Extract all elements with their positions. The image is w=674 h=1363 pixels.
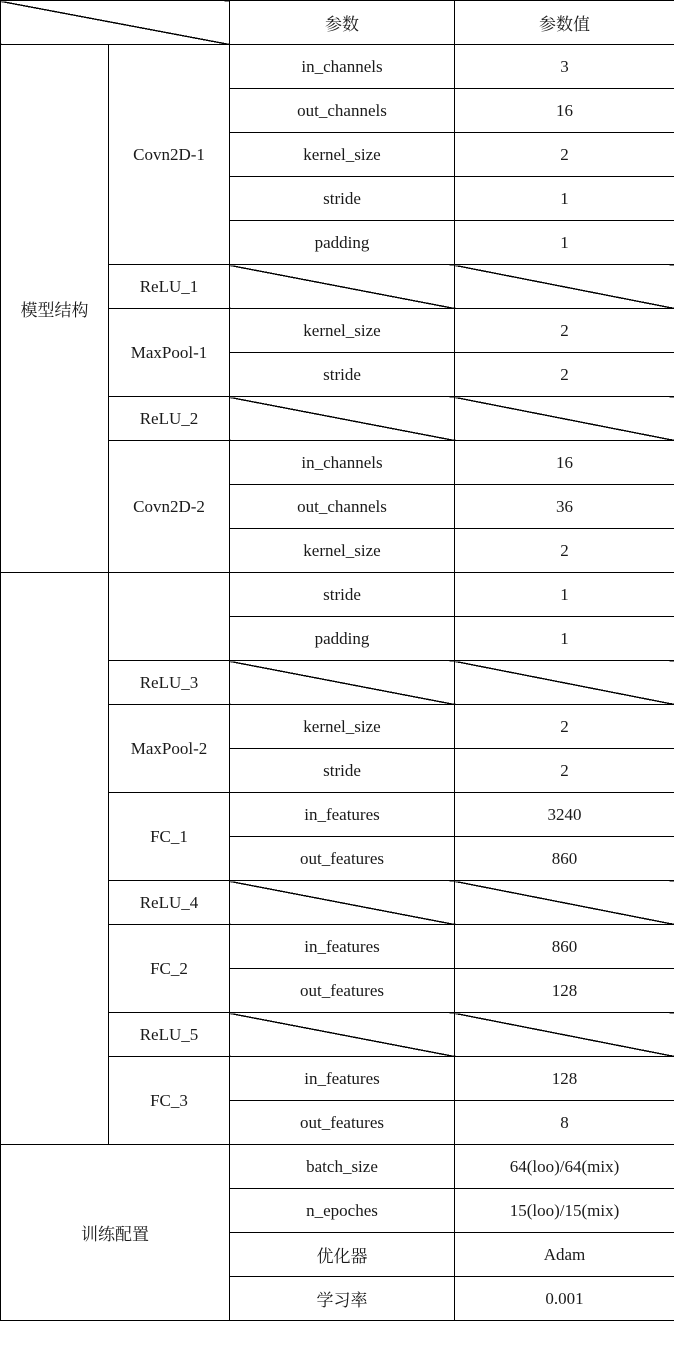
value-cell: 2 [455, 529, 674, 573]
value-cell: 3240 [455, 793, 674, 837]
value-cell: 0.001 [455, 1277, 674, 1321]
param-cell: kernel_size [230, 309, 455, 353]
layer-relu3: ReLU_3 [109, 661, 230, 705]
value-cell: 2 [455, 309, 674, 353]
value-cell: 1 [455, 573, 674, 617]
value-cell: 3 [455, 45, 674, 89]
param-cell: out_channels [230, 485, 455, 529]
empty-diagonal-cell [455, 397, 674, 441]
empty-diagonal-cell [230, 661, 455, 705]
empty-diagonal-cell [455, 1013, 674, 1057]
value-cell: 2 [455, 749, 674, 793]
value-cell: 1 [455, 617, 674, 661]
layer-relu5: ReLU_5 [109, 1013, 230, 1057]
param-cell: batch_size [230, 1145, 455, 1189]
section-model: 模型结构 [1, 45, 109, 573]
value-cell: 16 [455, 89, 674, 133]
value-cell: 860 [455, 925, 674, 969]
value-cell: 2 [455, 705, 674, 749]
param-cell: stride [230, 749, 455, 793]
empty-diagonal-cell [230, 265, 455, 309]
value-cell: 128 [455, 969, 674, 1013]
layer-relu1: ReLU_1 [109, 265, 230, 309]
empty-diagonal-cell [230, 1013, 455, 1057]
value-cell: 2 [455, 353, 674, 397]
table-row [1, 45, 674, 89]
table-row [1, 573, 674, 617]
param-cell: padding [230, 617, 455, 661]
param-cell: 优化器 [230, 1233, 455, 1277]
table-header-row [1, 1, 674, 45]
param-cell: stride [230, 573, 455, 617]
section-training: 训练配置 [1, 1145, 230, 1321]
value-cell: 1 [455, 177, 674, 221]
empty-diagonal-cell [455, 265, 674, 309]
param-cell: in_features [230, 925, 455, 969]
layer-pool2: MaxPool-2 [109, 705, 230, 793]
param-cell: out_features [230, 969, 455, 1013]
value-cell: Adam [455, 1233, 674, 1277]
empty-diagonal-cell [230, 397, 455, 441]
param-cell: stride [230, 177, 455, 221]
layer-fc2: FC_2 [109, 925, 230, 1013]
param-cell: in_channels [230, 441, 455, 485]
header-param: 参数 [230, 1, 455, 45]
value-cell: 8 [455, 1101, 674, 1145]
param-cell: in_features [230, 793, 455, 837]
layer-relu4: ReLU_4 [109, 881, 230, 925]
section-model-continued [1, 573, 109, 1145]
param-cell: kernel_size [230, 705, 455, 749]
value-cell: 16 [455, 441, 674, 485]
param-cell: padding [230, 221, 455, 265]
param-cell: out_features [230, 1101, 455, 1145]
header-corner-cell [1, 1, 230, 45]
param-cell: out_channels [230, 89, 455, 133]
param-cell: in_channels [230, 45, 455, 89]
layer-conv2-continued [109, 573, 230, 661]
value-cell: 1 [455, 221, 674, 265]
empty-diagonal-cell [230, 881, 455, 925]
param-cell: out_features [230, 837, 455, 881]
header-value: 参数值 [455, 1, 674, 45]
layer-fc1: FC_1 [109, 793, 230, 881]
value-cell: 36 [455, 485, 674, 529]
value-cell: 64(loo)/64(mix) [455, 1145, 674, 1189]
empty-diagonal-cell [455, 661, 674, 705]
layer-conv2: Covn2D-2 [109, 441, 230, 573]
table-row [1, 1145, 674, 1189]
param-cell: in_features [230, 1057, 455, 1101]
layer-pool1: MaxPool-1 [109, 309, 230, 397]
param-cell: kernel_size [230, 133, 455, 177]
layer-fc3: FC_3 [109, 1057, 230, 1145]
param-cell: kernel_size [230, 529, 455, 573]
param-cell: n_epoches [230, 1189, 455, 1233]
empty-diagonal-cell [455, 881, 674, 925]
layer-conv1: Covn2D-1 [109, 45, 230, 265]
value-cell: 128 [455, 1057, 674, 1101]
value-cell: 2 [455, 133, 674, 177]
param-cell: stride [230, 353, 455, 397]
param-cell: 学习率 [230, 1277, 455, 1321]
layer-relu2: ReLU_2 [109, 397, 230, 441]
value-cell: 860 [455, 837, 674, 881]
value-cell: 15(loo)/15(mix) [455, 1189, 674, 1233]
